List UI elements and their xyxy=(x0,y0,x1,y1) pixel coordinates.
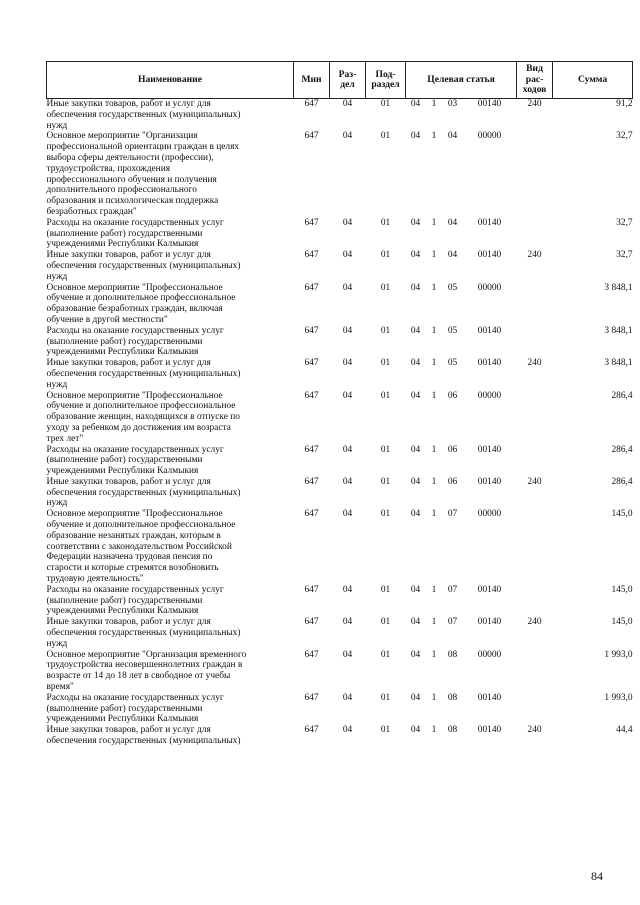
row-name-line: возрасте от 14 до 18 лет в свободное от учебы xyxy=(46,671,231,682)
cell-t1: 04 xyxy=(410,282,421,293)
cell-sum: 145,0 xyxy=(611,617,633,628)
row-name xyxy=(47,693,294,725)
row-name-line: время" xyxy=(46,682,74,693)
cell-min: 647 xyxy=(304,390,319,401)
cell-vid xyxy=(517,693,553,725)
cell-t4: 00140 xyxy=(477,617,502,628)
cell-min: 647 xyxy=(304,649,319,660)
row-name xyxy=(47,250,294,282)
row-name-line: Расходы на оказание государственных услуг xyxy=(46,325,224,336)
row-name xyxy=(47,283,294,326)
cell-t1: 04 xyxy=(410,692,421,703)
cell-sum: 44,4 xyxy=(616,725,633,736)
row-name-line: учреждениями Республики Калмыкия xyxy=(46,714,199,725)
row-name-line: образование женщин, находящихся в отпуске по xyxy=(46,412,240,423)
cell-sum: 145,0 xyxy=(611,584,633,595)
table-row xyxy=(47,509,633,585)
cell-t3: 07 xyxy=(447,617,458,628)
cell-t1: 04 xyxy=(410,725,421,736)
cell-t4: 00000 xyxy=(477,131,502,142)
cell-podrazdel: 01 xyxy=(380,358,391,369)
row-name-line: Иные закупки товаров, работ и услуг для xyxy=(46,99,211,109)
cell-vid: 240 xyxy=(527,99,542,109)
table-row xyxy=(47,326,633,358)
cell-min: 647 xyxy=(304,692,319,703)
cell-min: 647 xyxy=(304,325,319,336)
cell-t4: 00000 xyxy=(477,282,502,293)
cell-t3: 04 xyxy=(447,217,458,228)
table-body xyxy=(47,99,633,747)
cell-t3: 06 xyxy=(447,444,458,455)
cell-t1: 04 xyxy=(410,325,421,336)
row-name-line: профессиональной ориентации граждан в целях xyxy=(46,142,240,153)
row-name-line: Основное мероприятие "Профессиональное xyxy=(46,390,223,401)
cell-t1: 04 xyxy=(410,358,421,369)
row-name-line: уходу за ребенком до достижения им возраста xyxy=(46,422,231,433)
row-name-line: обеспечения государственных (муниципальных) xyxy=(46,368,241,379)
table-row xyxy=(47,358,633,390)
cell-t1: 04 xyxy=(410,476,421,487)
cell-razdel: 04 xyxy=(342,692,353,703)
row-name-line: обучение и дополнительное профессиональное xyxy=(46,520,236,531)
row-name xyxy=(47,725,294,747)
cell-podrazdel: 01 xyxy=(380,476,391,487)
row-name-line: трех лет" xyxy=(46,433,84,444)
cell-t3: 08 xyxy=(447,649,458,660)
cell-sum: 1 993,0 xyxy=(604,692,633,703)
row-name-line: учреждениями Республики Калмыкия xyxy=(46,606,199,617)
row-name-line: Основное мероприятие "Организация xyxy=(46,131,198,142)
row-name xyxy=(47,326,294,358)
row-name-line: образование незанятых граждан, которым в xyxy=(46,530,221,541)
cell-razdel: 04 xyxy=(342,584,353,595)
row-name xyxy=(47,445,294,477)
cell-podrazdel: 01 xyxy=(380,692,391,703)
row-name-line: нужд xyxy=(46,120,68,131)
cell-min: 647 xyxy=(304,250,319,261)
row-name-line: нужд xyxy=(46,379,68,390)
cell-razdel: 04 xyxy=(342,444,353,455)
cell-t1: 04 xyxy=(410,649,421,660)
cell-vid: 240 xyxy=(527,476,542,487)
row-name-line: обучение и дополнительное профессиональное xyxy=(46,293,236,304)
cell-min: 647 xyxy=(304,476,319,487)
cell-vid xyxy=(517,585,553,617)
cell-t2: 1 xyxy=(431,509,437,520)
cell-t1: 04 xyxy=(410,509,421,520)
row-name-line: Расходы на оказание государственных услуг xyxy=(46,217,224,228)
cell-t3: 06 xyxy=(447,476,458,487)
row-name xyxy=(47,391,294,445)
row-name-line: Расходы на оказание государственных услуг xyxy=(46,584,224,595)
cell-t2: 1 xyxy=(431,358,437,369)
table-row xyxy=(47,250,633,282)
cell-t2: 1 xyxy=(431,390,437,401)
row-name-line: Основное мероприятие "Организация временного xyxy=(46,649,247,660)
row-name-line: выбора сферы деятельности (профессии), xyxy=(46,152,214,163)
row-name xyxy=(47,509,294,585)
cell-podrazdel: 01 xyxy=(380,444,391,455)
cell-podrazdel: 01 xyxy=(380,509,391,520)
cell-sum: 286,4 xyxy=(611,390,633,401)
cell-t4: 00000 xyxy=(477,649,502,660)
header-podrazdel: Под- раздел xyxy=(366,62,406,99)
row-name xyxy=(47,358,294,390)
cell-vid xyxy=(517,326,553,358)
cell-podrazdel: 01 xyxy=(380,617,391,628)
table-row xyxy=(47,725,633,747)
cell-t1: 04 xyxy=(410,390,421,401)
cell-t1: 04 xyxy=(410,217,421,228)
cell-sum: 145,0 xyxy=(611,509,633,520)
cell-min: 647 xyxy=(304,617,319,628)
cell-razdel: 04 xyxy=(342,476,353,487)
cell-t1: 04 xyxy=(410,131,421,142)
row-name-line: трудоустройства, прохождения xyxy=(46,163,171,174)
budget-table xyxy=(46,61,633,747)
row-name-line: Иные закупки товаров, работ и услуг для xyxy=(46,725,211,736)
cell-podrazdel: 01 xyxy=(380,131,391,142)
cell-sum: 32,7 xyxy=(616,250,633,261)
table-row xyxy=(47,445,633,477)
row-name-line: обеспечения государственных (муниципальных) xyxy=(46,736,241,747)
cell-t2: 1 xyxy=(431,99,437,109)
cell-t2: 1 xyxy=(431,444,437,455)
cell-vid xyxy=(517,391,553,445)
row-name-line: (выполнение работ) государственными xyxy=(46,228,203,239)
cell-sum: 3 848,1 xyxy=(604,325,633,336)
cell-t3: 07 xyxy=(447,509,458,520)
row-name-line: обеспечения государственных (муниципальных) xyxy=(46,260,241,271)
row-name-line: нужд xyxy=(46,498,68,509)
row-name-line: учреждениями Республики Калмыкия xyxy=(46,347,199,358)
row-name-line: (выполнение работ) государственными xyxy=(46,455,203,466)
row-name-line: обеспечения государственных (муниципальных) xyxy=(46,109,241,120)
row-name-line: образование безработных граждан, включая xyxy=(46,304,223,315)
table-row xyxy=(47,99,633,132)
row-name-line: Иные закупки товаров, работ и услуг для xyxy=(46,250,211,261)
cell-t3: 05 xyxy=(447,325,458,336)
row-name-line: Иные закупки товаров, работ и услуг для xyxy=(46,476,211,487)
cell-t4: 00140 xyxy=(477,250,502,261)
cell-t2: 1 xyxy=(431,131,437,142)
row-name-line: безработных граждан" xyxy=(46,206,137,217)
cell-t3: 05 xyxy=(447,282,458,293)
cell-razdel: 04 xyxy=(342,617,353,628)
cell-t1: 04 xyxy=(410,444,421,455)
row-name-line: обеспечения государственных (муниципальных) xyxy=(46,628,241,639)
cell-min: 647 xyxy=(304,584,319,595)
cell-razdel: 04 xyxy=(342,250,353,261)
cell-min: 647 xyxy=(304,217,319,228)
row-name-line: (выполнение работ) государственными xyxy=(46,703,203,714)
table-header xyxy=(47,62,633,99)
table-row xyxy=(47,477,633,509)
header-min: Мин xyxy=(294,62,330,99)
cell-razdel: 04 xyxy=(342,99,353,109)
table-row xyxy=(47,218,633,250)
cell-t2: 1 xyxy=(431,282,437,293)
header-target: Целевая статья xyxy=(406,62,517,99)
cell-t4: 00140 xyxy=(477,99,502,109)
row-name xyxy=(47,99,294,132)
row-name xyxy=(47,218,294,250)
cell-t4: 00140 xyxy=(477,358,502,369)
cell-razdel: 04 xyxy=(342,725,353,736)
table-row xyxy=(47,131,633,217)
row-name-line: Расходы на оказание государственных услуг xyxy=(46,692,224,703)
cell-t3: 07 xyxy=(447,584,458,595)
header-name: Наименование xyxy=(47,62,294,99)
cell-t4: 00140 xyxy=(477,444,502,455)
cell-vid xyxy=(517,283,553,326)
cell-razdel: 04 xyxy=(342,282,353,293)
cell-vid xyxy=(517,445,553,477)
cell-razdel: 04 xyxy=(342,217,353,228)
cell-razdel: 04 xyxy=(342,131,353,142)
cell-t3: 06 xyxy=(447,390,458,401)
cell-t2: 1 xyxy=(431,250,437,261)
cell-t1: 04 xyxy=(410,99,421,109)
cell-t1: 04 xyxy=(410,617,421,628)
cell-vid: 240 xyxy=(527,617,542,628)
cell-sum: 1 993,0 xyxy=(604,649,633,660)
row-name-line: Основное мероприятие "Профессиональное xyxy=(46,282,223,293)
cell-min: 647 xyxy=(304,444,319,455)
cell-t4: 00000 xyxy=(477,390,502,401)
cell-vid xyxy=(517,131,553,217)
row-name-line: старости и которые стремятся возобновить xyxy=(46,563,219,574)
cell-t2: 1 xyxy=(431,725,437,736)
row-name-line: Расходы на оказание государственных услуг xyxy=(46,444,224,455)
cell-sum: 32,7 xyxy=(616,131,633,142)
cell-podrazdel: 01 xyxy=(380,390,391,401)
cell-vid xyxy=(517,218,553,250)
row-name-line: обеспечения государственных (муниципальных) xyxy=(46,487,241,498)
cell-razdel: 04 xyxy=(342,649,353,660)
cell-sum: 3 848,1 xyxy=(604,282,633,293)
cell-razdel: 04 xyxy=(342,325,353,336)
cell-podrazdel: 01 xyxy=(380,649,391,660)
row-name xyxy=(47,131,294,217)
cell-razdel: 04 xyxy=(342,390,353,401)
cell-t3: 08 xyxy=(447,692,458,703)
page-number: 84 xyxy=(591,869,603,883)
cell-vid: 240 xyxy=(527,358,542,369)
cell-t2: 1 xyxy=(431,325,437,336)
header-razdel: Раз- дел xyxy=(330,62,366,99)
cell-t4: 00140 xyxy=(477,325,502,336)
row-name-line: Основное мероприятие "Профессиональное xyxy=(46,509,223,520)
header-sum: Сумма xyxy=(553,62,633,99)
cell-t4: 00140 xyxy=(477,584,502,595)
cell-sum: 3 848,1 xyxy=(604,358,633,369)
cell-t2: 1 xyxy=(431,217,437,228)
cell-min: 647 xyxy=(304,99,319,109)
cell-razdel: 04 xyxy=(342,509,353,520)
cell-t1: 04 xyxy=(410,250,421,261)
table-row xyxy=(47,585,633,617)
row-name-line: трудовую деятельность" xyxy=(46,574,144,585)
cell-podrazdel: 01 xyxy=(380,584,391,595)
cell-podrazdel: 01 xyxy=(380,282,391,293)
cell-t2: 1 xyxy=(431,649,437,660)
cell-podrazdel: 01 xyxy=(380,250,391,261)
cell-t2: 1 xyxy=(431,584,437,595)
row-name-line: профессионального обучения и получения xyxy=(46,174,217,185)
cell-t4: 00140 xyxy=(477,476,502,487)
cell-razdel: 04 xyxy=(342,358,353,369)
cell-vid xyxy=(517,509,553,585)
row-name-line: учреждениями Республики Калмыкия xyxy=(46,239,199,250)
cell-t2: 1 xyxy=(431,692,437,703)
row-name xyxy=(47,477,294,509)
cell-t3: 04 xyxy=(447,250,458,261)
cell-min: 647 xyxy=(304,131,319,142)
cell-min: 647 xyxy=(304,358,319,369)
cell-t4: 00000 xyxy=(477,509,502,520)
table-row xyxy=(47,391,633,445)
row-name-line: трудоустройства несовершеннолетних граждан в xyxy=(46,660,243,671)
table-row xyxy=(47,617,633,649)
table-row xyxy=(47,283,633,326)
cell-podrazdel: 01 xyxy=(380,99,391,109)
row-name-line: обучение в другой местности" xyxy=(46,314,168,325)
cell-sum: 286,4 xyxy=(611,476,633,487)
row-name-line: Иные закупки товаров, работ и услуг для xyxy=(46,617,211,628)
row-name-line: нужд xyxy=(46,638,68,649)
row-name xyxy=(47,650,294,693)
cell-podrazdel: 01 xyxy=(380,725,391,736)
cell-sum: 286,4 xyxy=(611,444,633,455)
row-name-line: обучение и дополнительное профессиональное xyxy=(46,401,236,412)
row-name xyxy=(47,585,294,617)
row-name-line: соответствии с законодательством Российской xyxy=(46,541,232,552)
row-name-line: учреждениями Республики Калмыкия xyxy=(46,466,199,477)
row-name-line: (выполнение работ) государственными xyxy=(46,595,203,606)
row-name-line: Иные закупки товаров, работ и услуг для xyxy=(46,358,211,369)
cell-min: 647 xyxy=(304,282,319,293)
cell-podrazdel: 01 xyxy=(380,217,391,228)
cell-t3: 05 xyxy=(447,358,458,369)
cell-t3: 03 xyxy=(447,99,458,109)
cell-t2: 1 xyxy=(431,617,437,628)
cell-vid: 240 xyxy=(527,250,542,261)
cell-t4: 00140 xyxy=(477,692,502,703)
row-name-line: Федерации назначена трудовая пенсия по xyxy=(46,552,213,563)
row-name-line: (выполнение работ) государственными xyxy=(46,336,203,347)
cell-t2: 1 xyxy=(431,476,437,487)
cell-t3: 04 xyxy=(447,131,458,142)
cell-sum: 32,7 xyxy=(616,217,633,228)
cell-vid: 240 xyxy=(527,725,542,736)
row-name-line: образования и психологическая поддержка xyxy=(46,196,219,207)
table-row xyxy=(47,650,633,693)
cell-t1: 04 xyxy=(410,584,421,595)
cell-min: 647 xyxy=(304,725,319,736)
cell-vid xyxy=(517,650,553,693)
header-vid: Вид рас- ходов xyxy=(517,62,553,99)
cell-t3: 08 xyxy=(447,725,458,736)
cell-t4: 00140 xyxy=(477,217,502,228)
row-name-line: нужд xyxy=(46,271,68,282)
table-row xyxy=(47,693,633,725)
cell-podrazdel: 01 xyxy=(380,325,391,336)
row-name xyxy=(47,617,294,649)
cell-min: 647 xyxy=(304,509,319,520)
cell-sum: 91,2 xyxy=(616,99,633,109)
cell-t4: 00140 xyxy=(477,725,502,736)
row-name-line: дополнительного профессионального xyxy=(46,185,197,196)
